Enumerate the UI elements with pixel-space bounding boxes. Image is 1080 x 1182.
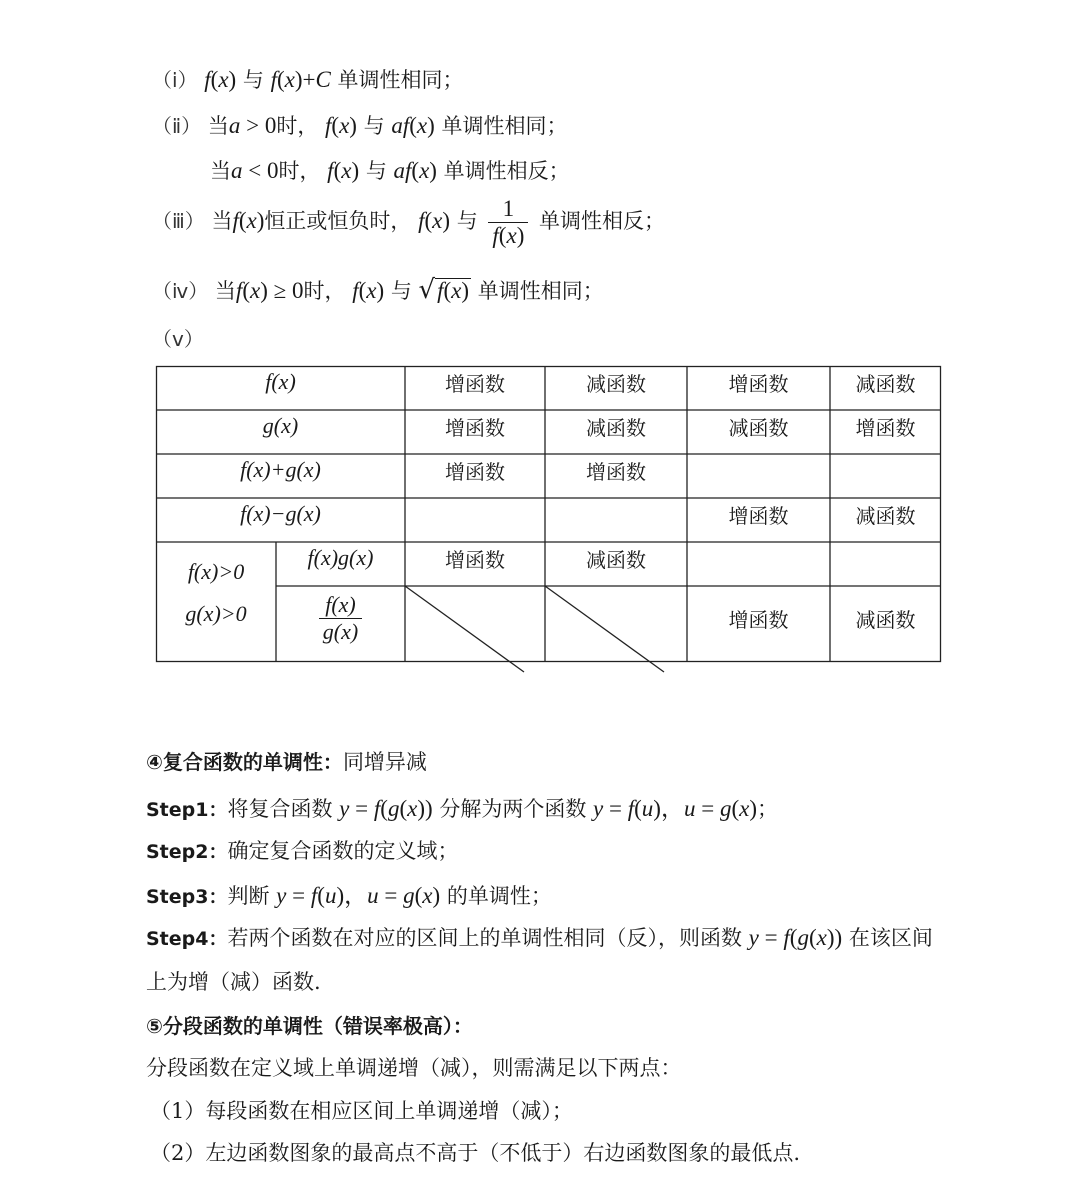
quotient-numerator: f(x) [319,592,362,619]
step2-text: 确定复合函数的定义域； [227,839,459,863]
section5-title: ⑤分段函数的单调性（错误率极高）： [146,1014,473,1038]
text: 与 [365,159,387,183]
text: 时， [276,114,319,138]
table-cell: 减函数 [855,503,916,528]
text: 单调性相同； [441,114,568,138]
text: 与 [456,209,478,233]
table-cell: 增函数 [728,503,789,528]
text: 时， [303,279,346,303]
section5-point1 [150,1095,573,1125]
text: 单调性相同； [337,68,464,92]
step4-text: 上为增（减）函数. [146,970,321,994]
table-cell [687,454,830,486]
step1-label: Step1： [146,799,228,821]
table-cell: 增函数 [445,547,505,572]
quotient-denominator: g(x) [322,618,359,644]
reciprocal-fraction: $\frac{1}{f(x)}$ [488,196,528,249]
table-cell: 增函数 [445,371,505,396]
section5-point1-text: （1）每段函数在相应区间上单调递增（减）； [150,1099,573,1123]
item-label: （ⅱ） [152,116,202,138]
item-label: （ⅲ） [152,211,205,233]
row-header-product: f(x)g(x) [307,545,374,570]
table-cell: 减函数 [728,415,789,440]
table-cell [830,454,941,486]
step1-text: 分解为两个函数 [439,797,587,821]
table-cell [545,586,687,662]
section5-intro [146,1052,682,1082]
text: 单调性相反； [443,159,570,183]
item-label: （ⅳ） [152,281,209,303]
step1-text: ； [757,797,779,821]
formula: f [204,67,211,92]
item-label: （ⅴ） [152,329,204,351]
table-cell: 减函数 [586,415,646,440]
step1: Step1：将复合函数 y = f(g(x)) 分解为两个函数 y = f(u)，u = g(x)； [146,796,779,821]
step3-text: 的单调性； [446,884,552,908]
table-cell: 增函数 [728,607,789,632]
step3-label: Step3： [146,886,228,908]
text: 当 [214,279,236,303]
step3-text: 判断 [227,884,270,908]
section5-intro-text: 分段函数在定义域上单调递增（减），则需满足以下两点： [146,1056,682,1080]
section4-heading [146,746,427,776]
condition-f-positive: f(x)>0 [187,559,245,584]
section5-point2 [150,1137,800,1167]
text: 单调性相同； [477,279,604,303]
step2 [146,835,458,865]
step4-text: 在该区间 [848,926,933,950]
table-cell: 增函数 [586,459,646,484]
monotonicity-table [156,366,941,662]
table-cell: 增函数 [855,415,916,440]
step4-cont [146,966,321,996]
property-ii: （ⅱ） 当a > 0时， f(x) 与 af(x) 单调性相同； [152,113,568,138]
text: 与 [390,279,412,303]
sqrt-icon: √ [418,275,436,305]
text: 单调性相反； [539,209,666,233]
section4-title: ④复合函数的单调性： [146,750,343,774]
section4-subtitle: 同增异减 [342,750,427,774]
text: 恒正或恒负时， [264,209,412,233]
text: 与 [363,114,385,138]
table-cell [405,586,545,662]
text: 时， [278,159,321,183]
step4: Step4：若两个函数在对应的区间上的单调性相同（反），则函数 y = f(g(x)) 在该区间 [146,925,933,950]
section5-heading [146,1010,473,1039]
property-iii: （ⅲ） 当f(x)恒正或恒负时， f(x) 与 $\frac{1}{f(x)}$ 单调性相反； [152,196,666,248]
row-header-f: f(x) [265,369,296,394]
step3: Step3：判断 y = f(u)，u = g(x) 的单调性； [146,883,552,908]
sqrt-radicand: f(x) [437,278,470,303]
step4-text: 若两个函数在对应的区间上的单调性相同（反），则函数 [227,926,742,950]
table-cell: 减函数 [586,547,646,572]
property-v [152,323,204,352]
text: 当 [207,114,229,138]
table-cell: 增函数 [728,371,789,396]
property-i: （ⅰ） f(x) 与 f(x)+C 单调性相同； [152,67,464,92]
property-ii-b: 当a < 0时， f(x) 与 af(x) 单调性相反； [210,158,570,183]
table-cell [545,498,687,530]
table-cell: 增函数 [445,459,505,484]
table-cell [405,498,545,530]
text: 当 [211,209,233,233]
table-cell: 减函数 [855,607,916,632]
row-header-diff: f(x)−g(x) [240,501,321,526]
table-cell [830,542,941,574]
section5-point2-text: （2）左边函数图象的最高点不高于（不低于）右边函数图象的最低点. [150,1141,801,1165]
table-cell: 减函数 [855,371,916,396]
text: 当 [210,159,231,183]
item-label: （ⅰ） [152,70,198,92]
step1-text: 将复合函数 [227,797,333,821]
row-header-sum: f(x)+g(x) [240,457,321,482]
step4-label: Step4： [146,928,228,950]
table-cell: 增函数 [445,415,505,440]
condition-g-positive: g(x)>0 [185,601,247,626]
table-cell [687,542,830,574]
row-header-g: g(x) [262,413,299,438]
row-header-quotient [276,588,405,648]
property-iv: （ⅳ） 当f(x) ≥ 0时， f(x) 与 √f(x) 单调性相同； [152,275,604,305]
table-cell: 减函数 [586,371,646,396]
step2-label: Step2： [146,841,228,863]
text: 与 [242,68,264,92]
